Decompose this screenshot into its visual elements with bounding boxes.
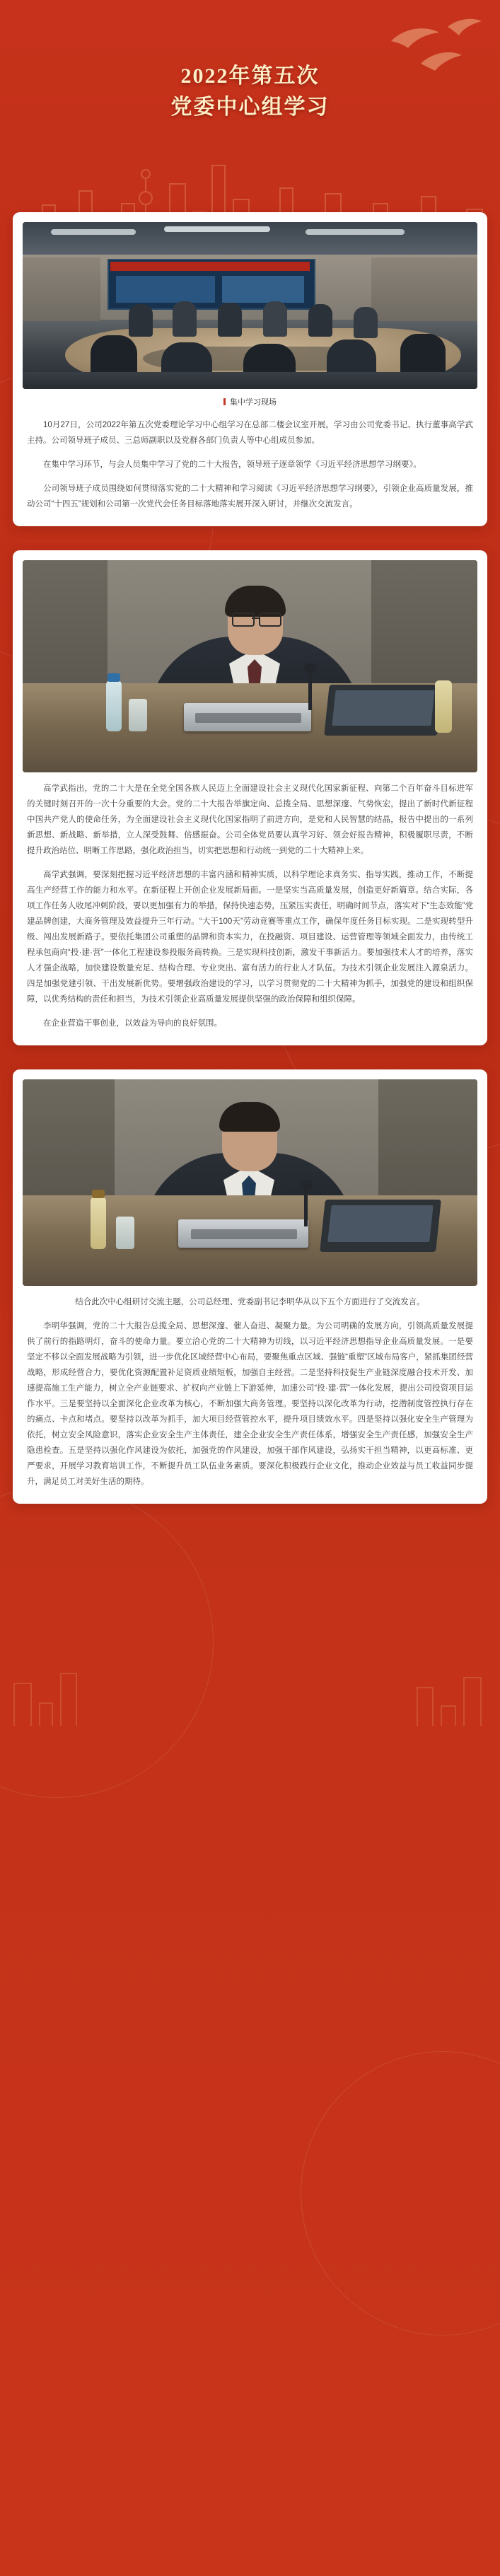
photo-laptop-screen bbox=[327, 1205, 433, 1242]
photo-glass bbox=[116, 1217, 134, 1249]
photo-bottle bbox=[435, 680, 452, 733]
caption-bar-icon bbox=[223, 398, 226, 405]
photo-person bbox=[308, 304, 332, 337]
photo-person-glasses bbox=[232, 613, 255, 627]
paragraph: 李明华强调，党的二十大报告总揽全局、思想深邃、催人奋进、凝聚力量。为公司明确的发展方向，引领高质量发展提供了前行的指路明灯，奋斗的使命力量。要立洽心党的二十大精神为切线，以习近平经济思想指导企业高质量发展。一是要坚定不移以全面发展战略为引领，进一步优化区域经营中心布局，要聚焦重点区域、强链“重塑”区域布局客户，紧抓集团经营战略，形成经营合力，要优化资源配置补足资质业绩短板，加强自主经营。二是坚持科技促生产业链深度融合技术开发、加速提高施工生产能力，树立全产业链要求、扩权向产业链上下游延伸，加速公司“投·建·营”一体化发展，提出公司投资项目运作水平。三是要坚持以全面深化企业改革为核心，不断加强大商务管理。要坚持以深化改革为行动，挖潜制度管控执行存在的痛点、卡点和堵点。要坚持以改革为抓手，加大项目经营管控水平，提升项目绩效水平。四是坚持以强化安全生产管理为依托，树立安全风险意识，落实企业安全生产主体责任，建全企业安全生产责任体系，增强安全生产责任感，加强安全生产隐患检查。五是坚持以强化作风建设为依托，加强党的作风建设，加强干部作风建设，弘扬实干担当精神，以更高标准、更严要求，开展学习教育培训工作，不断提升员工队伍业务素质。要深化积极践行企业文化，推动企业效益与员工收益同步提升，满足员工对美好生活的期待。 bbox=[27, 1322, 473, 1486]
speaker-li-photo bbox=[23, 1079, 477, 1286]
photo-person bbox=[263, 301, 287, 337]
photo-microphone bbox=[304, 1187, 308, 1226]
photo-person-glasses bbox=[259, 613, 281, 627]
photo-bottle-cap bbox=[107, 673, 120, 682]
meeting-photo bbox=[23, 222, 477, 389]
photo-microphone bbox=[308, 671, 312, 710]
paragraph: 高学武指出，党的二十大是在全党全国各族人民迈上全面建设社会主义现代化国家新征程、向第二个百年奋斗目标进军的关键时刻召开的一次十分重要的大会。党的二十大报告举旗定向、总揽全局、思想深邃、气势恢宏，提出了新时代新征程中国共产党人的使命任务，为全面建设社会主义现代化国家指明了前进方向，是党和人民智慧的结晶，报告中提出的一系列新思想、新战略、新举措，立人深受鼓舞、倍感振奋。公司全体党员要认真学习好、领会好报告精神，积极履职尽责，不断提升政治站位、明晰工作思路，强化政治担当，切实把思想和行动统一到党的二十大精神上来。 bbox=[27, 784, 473, 855]
photo-bottle-cap bbox=[92, 1190, 105, 1198]
photo-screen-content bbox=[116, 276, 215, 303]
skyline-watermark bbox=[0, 1641, 500, 1726]
ring-decoration bbox=[301, 2051, 500, 2336]
caption-paragraph: 结合此次中心组研讨交流主题，公司总经理、党委副书记李明华从以下五个方面进行了交流发言。 bbox=[75, 1298, 425, 1306]
photo-ceiling-light bbox=[306, 229, 405, 235]
photo-wall-panel bbox=[378, 1079, 477, 1199]
photo-microphone-head bbox=[304, 663, 317, 673]
section-gao bbox=[13, 550, 487, 1045]
photo-nameplate-text bbox=[195, 713, 301, 723]
photo-wall-panel bbox=[371, 560, 477, 687]
paragraph: 公司领导班子成员围绕如何贯彻落实党的二十大精神和学习阅读《习近平经济思想学习纲要》，引领企业高质量发展，推动公司“十四五”规划和公司第一次党代会任务目标落地落实展开深入研讨，并继次交流发言。 bbox=[27, 485, 473, 509]
photo-wall-panel bbox=[23, 560, 107, 687]
photo-nameplate-text bbox=[191, 1229, 297, 1239]
photo-ceiling-light bbox=[51, 229, 136, 235]
photo-screen-content bbox=[222, 276, 304, 303]
photo-person bbox=[354, 307, 378, 338]
photo-person bbox=[173, 301, 197, 337]
paragraph: 在集中学习环节，与会人员集中学习了党的二十大报告，领导班子逐章领学《习近平经济思想学习纲要》。 bbox=[43, 460, 421, 469]
photo-ceiling-light bbox=[164, 226, 270, 232]
speaker-gao-photo bbox=[23, 560, 477, 772]
page-title-line2: 党委中心组学习 bbox=[170, 95, 330, 119]
paragraph: 高学武强调，要深刻把握习近平经济思想的丰富内涵和精神实质，以科学理论求真务实、指导实践，推动工作，不断提高生产经营工作的能力和水平。在新征程上开创企业发展新局面。一是坚实当高质量发展，创造更好新篇章。结合实际，各项工作任务人收尾冲刺阶段，要以更加强有力的举措，保持快速态势，压紧压实责任，明确时间节点，落实对下“生态效能”党建品牌创建，大商务管理及效益提升三年行动。“大干100天”劳动竞赛等重点工作，确保年度任务目标实现。二是实现转型升级、闯出发展新路子。要依托集团公司重塑的品牌和资本实力，在投融资、项目建设、运营管理等领域全面发力，由传统工程承包商向“投·建·营”一体化工程建设参投服务商转换。三是实现科技创新，激发干事新活力。要加强技术人才的培养，落实人才强企战略，加快建设数量充足、结构合理、专业突出、富有活力的行业人才队伍。为技术引领企业发展注入源泉活力。四是加强党建引领、干出发展新优势。要增强政治建设的学习，以学习贯彻党的二十大精神为抓手，加强党的建设和组织保障，以优秀结构的责任和担当，为技术引领企业高质量发展提供坚强的政治保障和组织保障。 bbox=[27, 871, 473, 1004]
photo-glass bbox=[129, 699, 147, 731]
photo-person-glasses-bridge bbox=[252, 617, 259, 619]
photo-bottle bbox=[106, 680, 122, 731]
photo-wall-panel bbox=[23, 1079, 115, 1199]
photo-laptop-screen bbox=[332, 690, 434, 726]
page-header bbox=[0, 0, 500, 212]
section-meeting bbox=[13, 212, 487, 526]
page-title bbox=[0, 61, 500, 123]
photo-person bbox=[218, 303, 242, 337]
photo-caption bbox=[23, 396, 477, 409]
caption-text: 集中学习现场 bbox=[230, 398, 277, 407]
photo-person bbox=[129, 304, 153, 337]
photo-screen-banner bbox=[110, 262, 310, 271]
photo-microphone-head bbox=[300, 1180, 313, 1190]
page-footer-space bbox=[0, 1522, 500, 1550]
photo-floor bbox=[23, 372, 477, 389]
page-title-line1: 2022年第五次 bbox=[180, 64, 320, 88]
photo-wall-panel bbox=[371, 257, 477, 321]
paragraph: 10月27日，公司2022年第五次党委理论学习中心组学习在总部二楼会议室开展。学习由公司党委书记、执行董事高学武主持。公司领导班子成员、三总师副职以及党群各部门负责人等中心组成员参加。 bbox=[27, 421, 473, 445]
photo-bottle bbox=[91, 1197, 106, 1249]
section-li bbox=[13, 1069, 487, 1504]
paragraph: 在企业营造干事创业，以效益为导向的良好氛围。 bbox=[43, 1019, 222, 1028]
photo-wall-panel bbox=[23, 257, 100, 321]
